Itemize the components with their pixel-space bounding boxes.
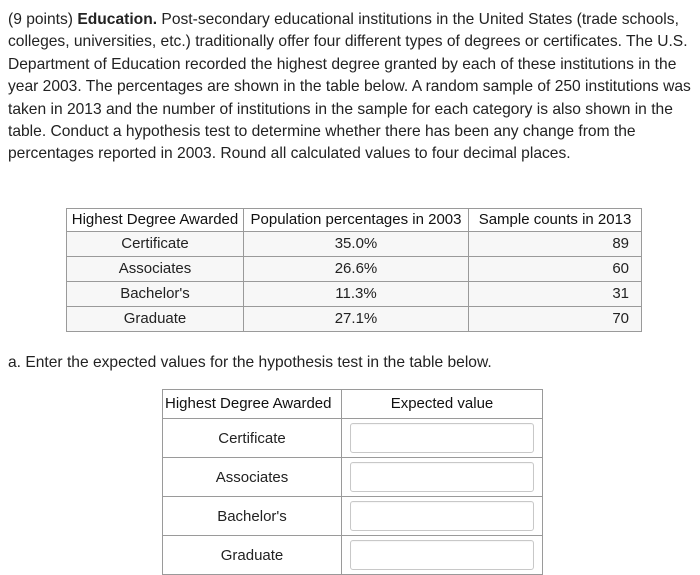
expected-value-cell xyxy=(342,458,543,497)
problem-text: Post-secondary educational institutions in the United States (trade schools, colleges, universities, etc.) traditionally offer four different types of degrees or certificates. The U.S. Department of Education recorded the highest degree granted by each of these institutions in the year 2003. The percentages are shown in the table below. A random sample of 250 institutions was taken in 2013 and the number of institutions in the sample for each category is also shown in the table. Conduct a hypothesis test to determine whether there has been any change from the percentages reported in 2003. Round all calculated values to four decimal places. xyxy=(8,11,691,163)
header-expected-value: Expected value xyxy=(342,390,543,419)
degree-cell: Bachelor's xyxy=(163,497,342,536)
count-cell: 89 xyxy=(469,232,642,257)
degree-cell: Certificate xyxy=(163,419,342,458)
answer-table-header-row xyxy=(163,390,543,419)
degree-cell: Graduate xyxy=(67,307,244,332)
percentage-cell: 26.6% xyxy=(244,257,469,282)
expected-value-cell xyxy=(342,419,543,458)
part-a-prompt: a. Enter the expected values for the hypothesis test in the table below. xyxy=(8,354,492,371)
count-cell: 70 xyxy=(469,307,642,332)
degree-cell: Associates xyxy=(67,257,244,282)
table-row xyxy=(67,282,642,307)
expected-value-input-certificate[interactable] xyxy=(350,423,534,453)
expected-value-input-associates[interactable] xyxy=(350,462,534,492)
degree-cell: Graduate xyxy=(163,536,342,575)
data-table-header-row xyxy=(67,209,642,232)
header-highest-degree: Highest Degree Awarded xyxy=(67,209,244,232)
expected-values-table xyxy=(162,389,543,575)
count-cell: 31 xyxy=(469,282,642,307)
table-row xyxy=(67,257,642,282)
expected-value-cell xyxy=(342,536,543,575)
problem-points: (9 points) xyxy=(8,11,74,28)
count-cell: 60 xyxy=(469,257,642,282)
expected-value-input-graduate[interactable] xyxy=(350,540,534,570)
table-row xyxy=(163,497,543,536)
table-row xyxy=(67,307,642,332)
degree-cell: Associates xyxy=(163,458,342,497)
degree-cell: Bachelor's xyxy=(67,282,244,307)
table-row xyxy=(163,419,543,458)
problem-title: Education. xyxy=(77,11,158,28)
degree-cell: Certificate xyxy=(67,232,244,257)
expected-value-cell xyxy=(342,497,543,536)
header-sample-counts: Sample counts in 2013 xyxy=(469,209,642,232)
population-data-table xyxy=(66,208,642,332)
percentage-cell: 11.3% xyxy=(244,282,469,307)
header-population-percentages: Population percentages in 2003 xyxy=(244,209,469,232)
percentage-cell: 35.0% xyxy=(244,232,469,257)
table-row xyxy=(163,536,543,575)
table-row xyxy=(67,232,642,257)
problem-statement xyxy=(8,9,694,166)
percentage-cell: 27.1% xyxy=(244,307,469,332)
expected-value-input-bachelors[interactable] xyxy=(350,501,534,531)
table-row xyxy=(163,458,543,497)
header-highest-degree: Highest Degree Awarded xyxy=(163,390,342,419)
